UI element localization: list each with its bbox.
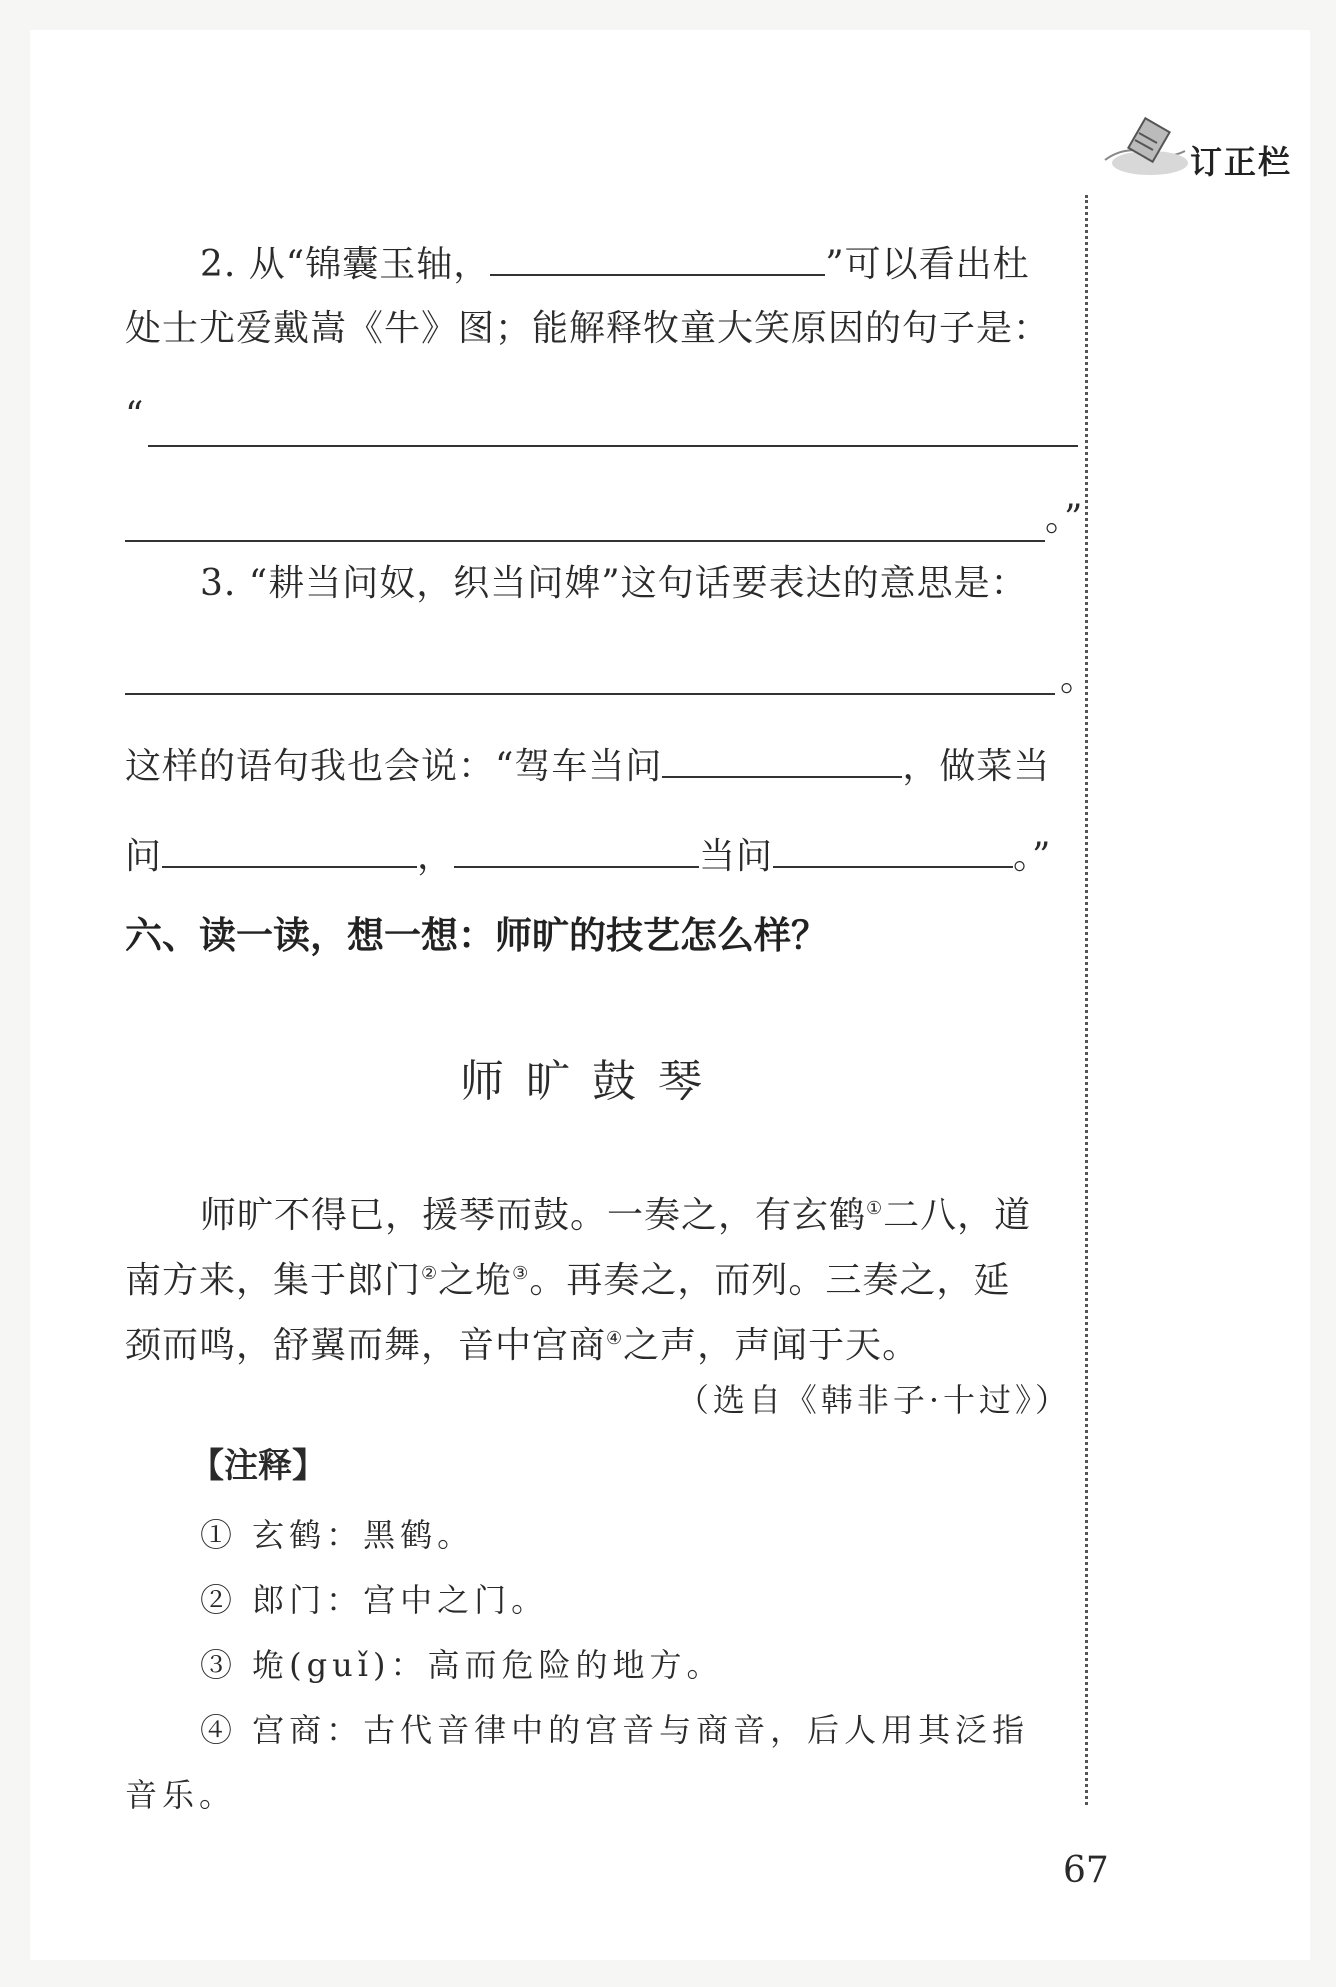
q2-open-quote: “ — [125, 395, 145, 436]
q3-line3-prefix: 这样的语句我也会说：“驾车当问 — [125, 746, 663, 787]
passage-text: 南方来，集于郎门 — [125, 1260, 422, 1301]
correction-column-header — [1095, 115, 1325, 195]
q3-blank-4[interactable] — [773, 830, 1013, 868]
q3-line4 — [125, 830, 1051, 881]
page-number: 67 — [1063, 1850, 1109, 1891]
note-3: ③ 垝(guǐ)：高而危险的地方。 — [200, 1646, 724, 1684]
passage-source: （选自《韩非子·十过》） — [676, 1381, 1071, 1419]
q3-line4-a: 问 — [125, 836, 163, 877]
passage-text: 颈而鸣，舒翼而舞，音中宫商 — [125, 1325, 607, 1366]
passage-line-1 — [200, 1185, 1031, 1240]
passage-text: 。再奏之，而列。三奏之，延 — [529, 1260, 1011, 1301]
notes-title: 【注释】 — [190, 1446, 326, 1486]
correction-column-divider — [1085, 195, 1088, 1805]
note-4-continued: 音乐。 — [125, 1776, 237, 1814]
q2-line1-suffix: ”可以看出杜 — [825, 244, 1030, 285]
q3-line4-end: 。” — [1013, 836, 1052, 877]
q2-line2: 处士尤爱戴嵩《牛》图；能解释牧童大笑原因的句子是： — [125, 308, 1051, 349]
pencil-icon — [1095, 115, 1195, 195]
footnote-ref: ③ — [512, 1263, 530, 1284]
passage-text: 之声，声闻于天。 — [623, 1325, 920, 1366]
q3-line3-suffix: ，做菜当 — [902, 746, 1051, 787]
q3-answer-line[interactable] — [125, 693, 1055, 695]
note-2: ② 郎门：宫中之门。 — [200, 1581, 549, 1619]
q3-end-mark: 。 — [1060, 658, 1098, 699]
passage-text: 二八，道 — [883, 1195, 1032, 1236]
q3-blank-3[interactable] — [454, 830, 699, 868]
note-1: ① 玄鹤：黑鹤。 — [200, 1516, 475, 1554]
q3-line3 — [125, 740, 1050, 791]
footnote-ref: ② — [421, 1263, 439, 1284]
q3-blank-2[interactable] — [162, 830, 417, 868]
footnote-ref: ① — [866, 1198, 884, 1219]
q2-line1 — [200, 238, 1030, 289]
q3-line1: 3. “耕当问奴，织当问婢”这句话要表达的意思是： — [200, 563, 1028, 604]
q3-line4-b: ， — [417, 836, 455, 877]
q2-answer-line-1[interactable] — [148, 445, 1078, 447]
q3-blank-1[interactable] — [662, 740, 902, 778]
q2-answer-line-2[interactable] — [125, 540, 1045, 542]
q3-line4-c: 当问 — [699, 836, 774, 877]
passage-title: 师旷鼓琴 — [460, 1056, 724, 1107]
section-6-title: 六、读一读，想一想：师旷的技艺怎么样？ — [125, 914, 828, 957]
passage-line-3 — [125, 1315, 919, 1370]
q2-close-quote: 。” — [1045, 498, 1084, 539]
q2-line1-prefix: 2. 从“锦囊玉轴， — [200, 244, 491, 285]
correction-column-title: 订正栏 — [1190, 143, 1293, 181]
passage-text: 师旷不得已，援琴而鼓。一奏之，有玄鹤 — [200, 1195, 867, 1236]
passage-text: 之垝 — [438, 1260, 513, 1301]
note-4: ④ 宫商：古代音律中的宫音与商音，后人用其泛指 — [200, 1711, 1030, 1749]
footnote-ref: ④ — [606, 1328, 624, 1349]
passage-line-2 — [125, 1250, 1010, 1305]
q2-blank-1[interactable] — [490, 238, 825, 276]
